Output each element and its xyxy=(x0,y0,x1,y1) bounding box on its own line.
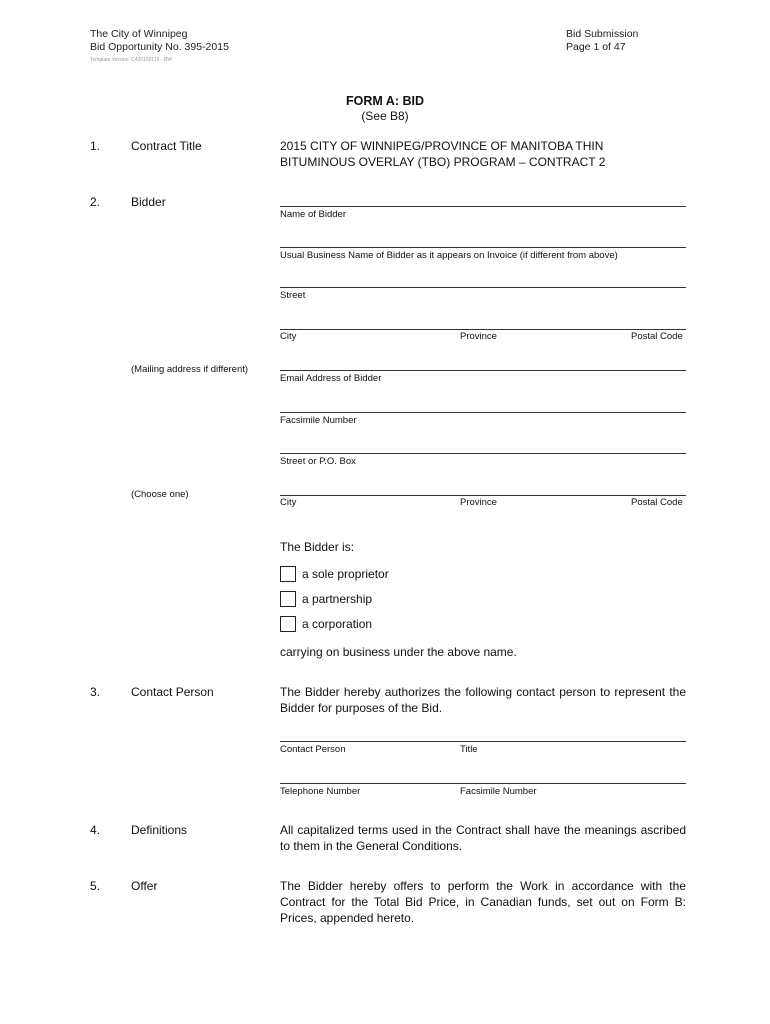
contract-title-line-1: 2015 CITY OF WINNIPEG/PROVINCE OF MANITOBA THIN xyxy=(280,139,604,153)
contact-person-label: Contact Person xyxy=(280,744,346,755)
section-1-label: Contract Title xyxy=(131,139,202,153)
province-label: Province xyxy=(460,331,497,342)
section-2-number: 2. xyxy=(90,195,101,209)
facsimile-field[interactable] xyxy=(280,412,686,413)
form-title: FORM A: BID xyxy=(346,94,424,108)
city-label: City xyxy=(280,331,297,342)
section-5-number: 5. xyxy=(90,879,101,893)
corporation-label: a corporation xyxy=(302,617,373,631)
sole-proprietor-label: a sole proprietor xyxy=(302,567,389,581)
street-po-box-label: Street or P.O. Box xyxy=(280,456,356,467)
carrying-on-text: carrying on business under the above name. xyxy=(280,645,517,659)
section-4-number: 4. xyxy=(90,823,101,837)
header-page-number: Page 1 of 47 xyxy=(566,41,626,53)
corporation-checkbox[interactable] xyxy=(280,616,296,632)
mailing-address-note: (Mailing address if different) xyxy=(131,364,249,375)
header-org: The City of Winnipeg xyxy=(90,28,188,40)
usual-business-name-field[interactable] xyxy=(280,247,686,248)
street-po-box-field[interactable] xyxy=(280,453,686,454)
city-province-postal-field[interactable] xyxy=(280,329,686,330)
contact-person-paragraph: The Bidder hereby authorizes the following contact person to represent the Bidder for purposes of the Bid. xyxy=(280,685,686,715)
mailing-city-province-postal-field[interactable] xyxy=(280,495,686,496)
mailing-city-label: City xyxy=(280,497,297,508)
telephone-facsimile-field[interactable] xyxy=(280,783,686,784)
usual-business-name-label: Usual Business Name of Bidder as it appears on Invoice (if different from above) xyxy=(280,250,618,261)
postal-code-label: Postal Code xyxy=(631,331,683,342)
choose-one-note: (Choose one) xyxy=(131,489,189,500)
partnership-checkbox[interactable] xyxy=(280,591,296,607)
definitions-paragraph: All capitalized terms used in the Contract shall have the meanings ascribed to them in the General Conditions. xyxy=(280,823,686,853)
email-label: Email Address of Bidder xyxy=(280,373,382,384)
street-label: Street xyxy=(280,290,306,301)
contact-title-label: Title xyxy=(460,744,478,755)
contact-person-title-field[interactable] xyxy=(280,741,686,742)
header-bid-opportunity: Bid Opportunity No. 395-2015 xyxy=(90,41,229,53)
street-field[interactable] xyxy=(280,287,686,288)
form-subtitle: (See B8) xyxy=(361,109,409,123)
name-of-bidder-field[interactable] xyxy=(280,206,686,207)
header-template-version: Template Version: C420150115 - RW xyxy=(90,57,173,63)
section-5-label: Offer xyxy=(131,879,158,893)
mailing-postal-code-label: Postal Code xyxy=(631,497,683,508)
contact-facsimile-label: Facsimile Number xyxy=(460,786,537,797)
section-3-number: 3. xyxy=(90,685,101,699)
header-doc-type: Bid Submission xyxy=(566,28,639,40)
section-3-label: Contact Person xyxy=(131,685,214,699)
sole-proprietor-checkbox[interactable] xyxy=(280,566,296,582)
section-2-label: Bidder xyxy=(131,195,166,209)
section-1-number: 1. xyxy=(90,139,101,153)
contract-title-line-2: BITUMINOUS OVERLAY (TBO) PROGRAM – CONTRACT 2 xyxy=(280,155,606,169)
facsimile-label: Facsimile Number xyxy=(280,415,357,426)
telephone-number-label: Telephone Number xyxy=(280,786,361,797)
partnership-label: a partnership xyxy=(302,592,373,606)
bidder-is-heading: The Bidder is: xyxy=(280,540,355,554)
email-field[interactable] xyxy=(280,370,686,371)
mailing-province-label: Province xyxy=(460,497,497,508)
name-of-bidder-label: Name of Bidder xyxy=(280,209,347,220)
offer-paragraph: The Bidder hereby offers to perform the Work in accordance with the Contract for the Total Bid Price, in Canadian funds, set out on Form B: Prices, appended hereto. xyxy=(280,879,686,925)
section-4-label: Definitions xyxy=(131,823,188,837)
